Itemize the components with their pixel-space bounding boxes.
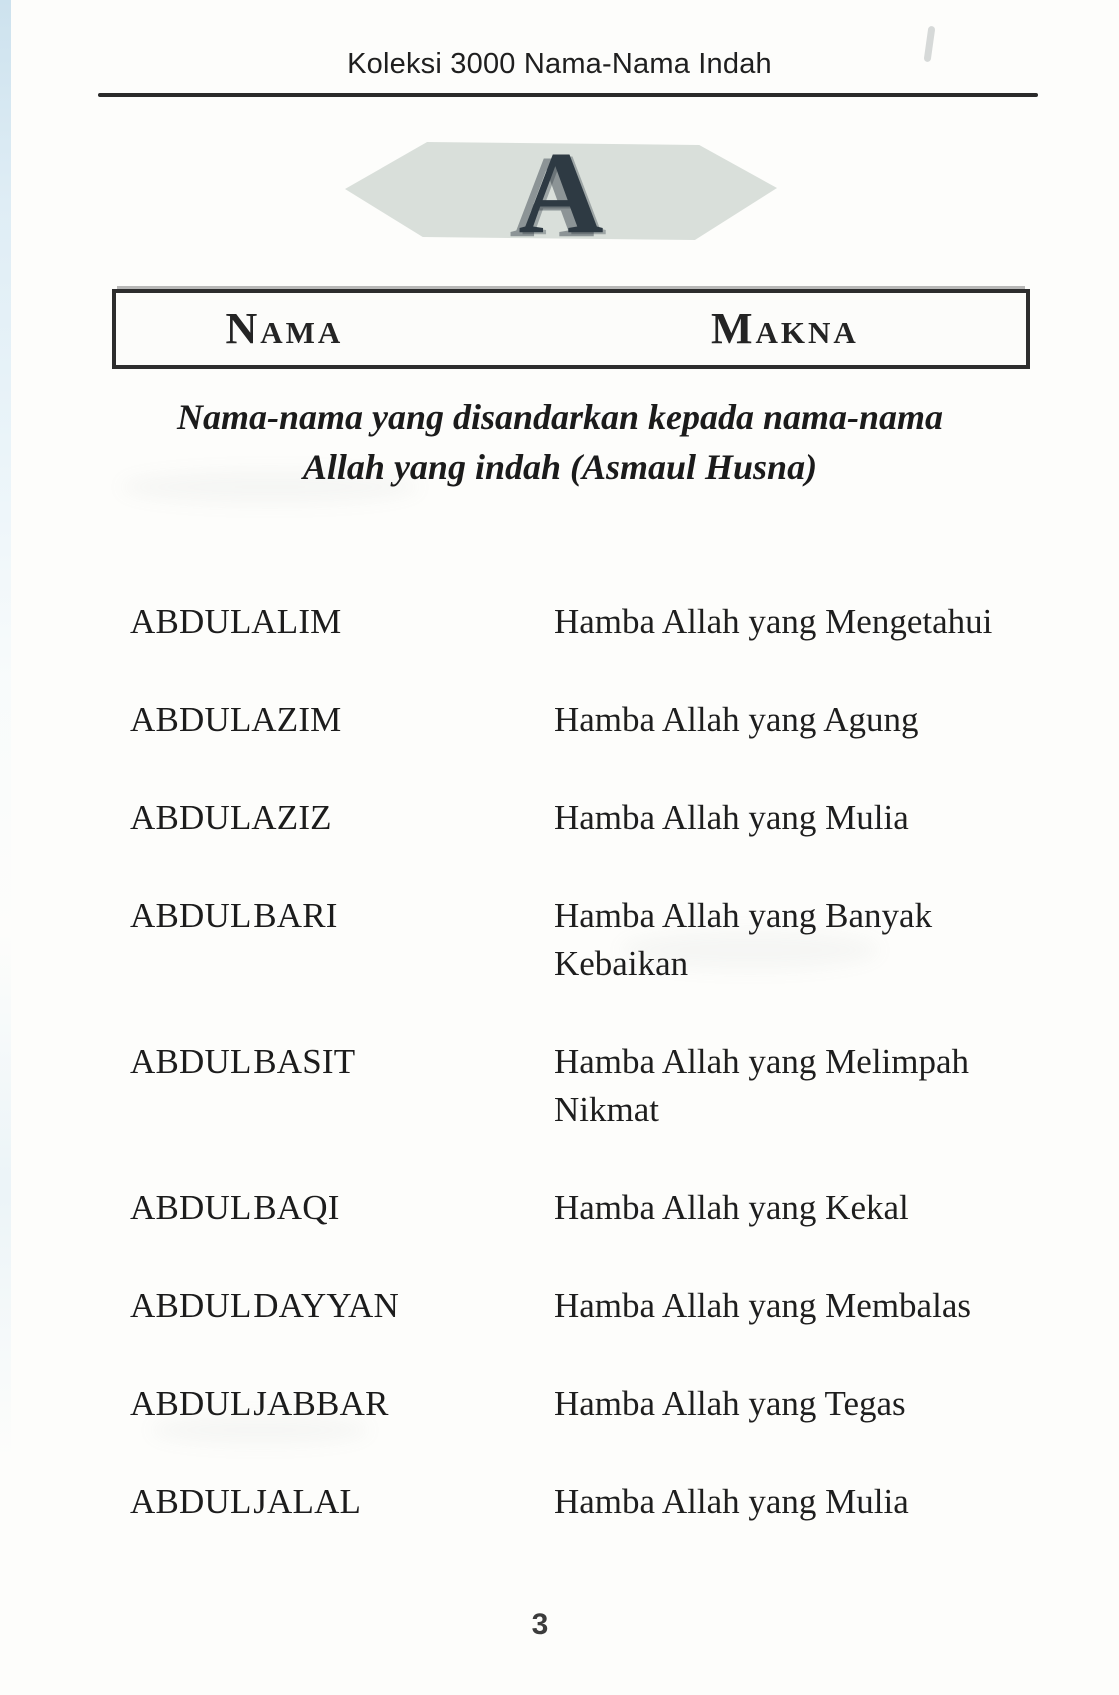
- running-header: Koleksi 3000 Nama-Nama Indah: [347, 48, 772, 80]
- entry-row: [130, 1478, 1050, 1526]
- entry-meaning: Hamba Allah yang Mulia: [554, 798, 909, 837]
- entry-name: ABDUL ALIM: [130, 602, 342, 641]
- entry-row: [130, 1184, 1050, 1232]
- entry-name: ABDUL BAQI: [130, 1188, 340, 1227]
- page-number: 3: [531, 1608, 549, 1641]
- entry-name: ABDUL AZIZ: [130, 798, 332, 837]
- entry-meaning: Hamba Allah yang Mengetahui: [554, 602, 993, 641]
- entries-list: [130, 598, 1050, 1576]
- column-header-nama: Nama: [225, 304, 344, 353]
- entry-name: ABDUL BASIT: [130, 1042, 356, 1081]
- section-letter-banner: [345, 142, 777, 240]
- entry-row: [130, 598, 1050, 646]
- entry-row: [130, 892, 1050, 988]
- header-rule: [98, 93, 1038, 97]
- entry-row: [130, 1038, 1050, 1134]
- table-header-box: [112, 289, 1030, 369]
- entry-name: ABDUL BARI: [130, 896, 338, 935]
- entry-row: [130, 794, 1050, 842]
- column-header-makna: Makna: [710, 304, 859, 353]
- scan-edge-strip: [0, 0, 11, 1695]
- entry-row: [130, 1282, 1050, 1330]
- entry-row: [130, 696, 1050, 744]
- entry-name: ABDUL JABBAR: [130, 1384, 389, 1423]
- entry-meaning: Hamba Allah yang Kekal: [554, 1188, 909, 1227]
- entry-name: ABDUL AZIM: [130, 700, 342, 739]
- entry-meaning: Hamba Allah yang Tegas: [554, 1384, 906, 1423]
- entry-meaning: Hamba Allah yang Banyak Kebaikan: [554, 896, 933, 983]
- entry-meaning: Hamba Allah yang Mulia: [554, 1482, 909, 1521]
- entry-name: ABDUL JALAL: [130, 1482, 362, 1521]
- entry-row: [130, 1380, 1050, 1428]
- entry-meaning: Hamba Allah yang Membalas: [554, 1286, 971, 1325]
- subtitle-line-1: Nama-nama yang disandarkan kepada nama-nama: [176, 397, 944, 437]
- subtitle-line-2: Allah yang indah (Asmaul Husna): [302, 447, 818, 487]
- section-subtitle: [60, 392, 1060, 492]
- letter-a-ornament: A: [518, 127, 604, 258]
- entry-meaning: Hamba Allah yang Agung: [554, 700, 919, 739]
- entry-name: ABDUL DAYYAN: [130, 1286, 399, 1325]
- entry-meaning: Hamba Allah yang Melimpah Nikmat: [554, 1042, 970, 1129]
